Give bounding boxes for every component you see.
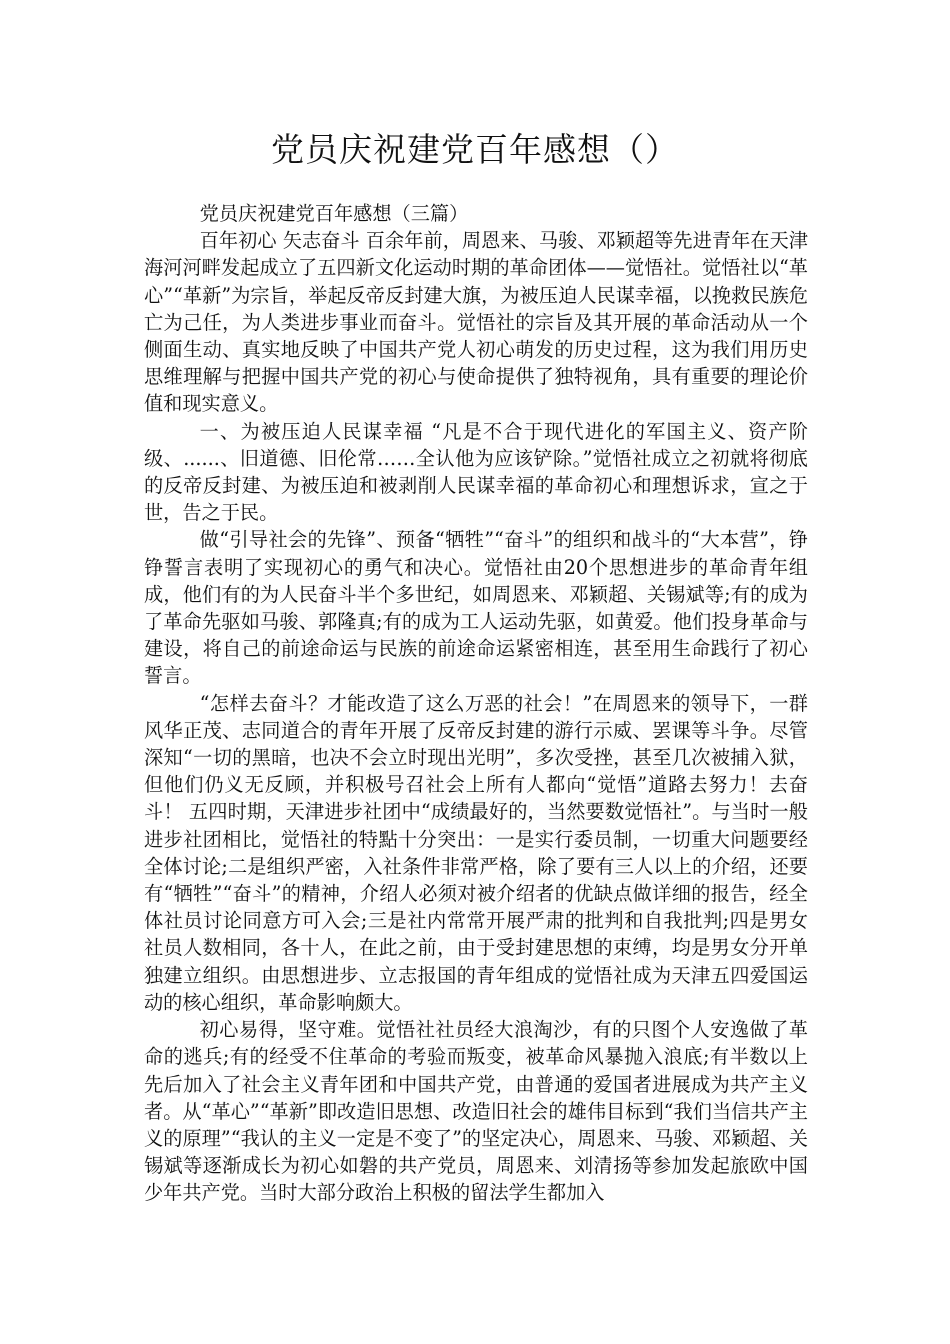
paragraph: 一、为被压迫人民谋幸福 “凡是不合于现代进化的军国主义、资产阶级、......、旧道德、旧伦常……全认他为应该铲除。”觉悟社成立之初就将彻底的反帝反封建、为被压迫和被剥削人民谋幸福的革命初心和理想诉求，宣之于世，告之于民。 [144,419,808,525]
paragraph: “怎样去奋斗？才能改造了这么万恶的社会！”在周恩来的领导下，一群风华正茂、志同道合的青年开展了反帝反封建的游行示威、罢课等斗争。尽管深知“一切的黑暗，也决不会立时现出光明”，多次受挫，甚至几次被捕入狱，但他们仍义无反顾，并积极号召社会上所有人都向“觉悟”道路去努力！去奋斗！ 五四时期，天津进步社团中“成绩最好的，当然要数觉悟社”。与当时一般进步社团相比，觉悟社的特點十分突出：一是实行委员制，一切重大问题要经全体讨论;二是组织严密，入社条件非常严格，除了要有三人以上的介绍，还要有“牺牲”“奋斗”的精神，介绍人必须对被介绍者的优缺点做详细的报告，经全体社员讨论同意方可入会;三是社内常常开展严肃的批判和自我批判;四是男女社员人数相同，各十人，在此之前，由于受封建思想的束缚，均是男女分开单独建立组织。由思想进步、立志报国的青年组成的觉悟社成为天津五四爱国运动的核心组织，革命影响颇大。 [144,691,808,1014]
document-body [144,200,808,1207]
document-title: 党员庆祝建党百年感想（） [271,130,679,169]
paragraph: 做“引导社会的先锋”、预备“牺牲”“奋斗”的组织和战斗的“大本营”，铮铮誓言表明了实现初心的勇气和决心。觉悟社由20个思想进步的革命青年组成，他们有的为人民奋斗半个多世纪，如周恩来、邓颖超、关锡斌等;有的成为了革命先驱如马骏、郭隆真;有的成为工人运动先驱，如黄爱。他们投身革命与建设，将自己的前途命运与民族的前途命运紧密相连，甚至用生命践行了初心誓言。 [144,528,808,688]
paragraph: 初心易得，坚守难。觉悟社社员经大浪淘沙，有的只图个人安逸做了革命的逃兵;有的经受不住革命的考验而叛变，被革命风暴抛入浪底;有半数以上先后加入了社会主义青年团和中国共产党，由普通的爱国者进展成为共产主义者。从“革心”“革新”即改造旧思想、改造旧社会的雄伟目标到“我们当信共产主义的原理”“我认的主义一定是不变了”的坚定决心，周恩来、马骏、邓颖超、关锡斌等逐渐成长为初心如磐的共产党员，周恩来、刘清扬等参加发起旅欧中国少年共产党。当时大部分政治上积极的留法学生都加入 [144,1018,808,1205]
paragraph: 百年初心 矢志奋斗 百余年前，周恩来、马骏、邓颖超等先进青年在天津海河河畔发起成立了五四新文化运动时期的革命团体——觉悟社。觉悟社以“革心”“革新”为宗旨，举起反帝反封建大旗，为被压迫人民谋幸福，以挽救民族危亡为己任，为人类进步事业而奋斗。觉悟社的宗旨及其开展的革命活动从一个侧面生动、真实地反映了中国共产党人初心萌发的历史过程，这为我们用历史思维理解与把握中国共产党的初心与使命提供了独特视角，具有重要的理论价值和现实意义。 [144,229,808,416]
document-subtitle: 党员庆祝建党百年感想（三篇） [199,202,469,225]
